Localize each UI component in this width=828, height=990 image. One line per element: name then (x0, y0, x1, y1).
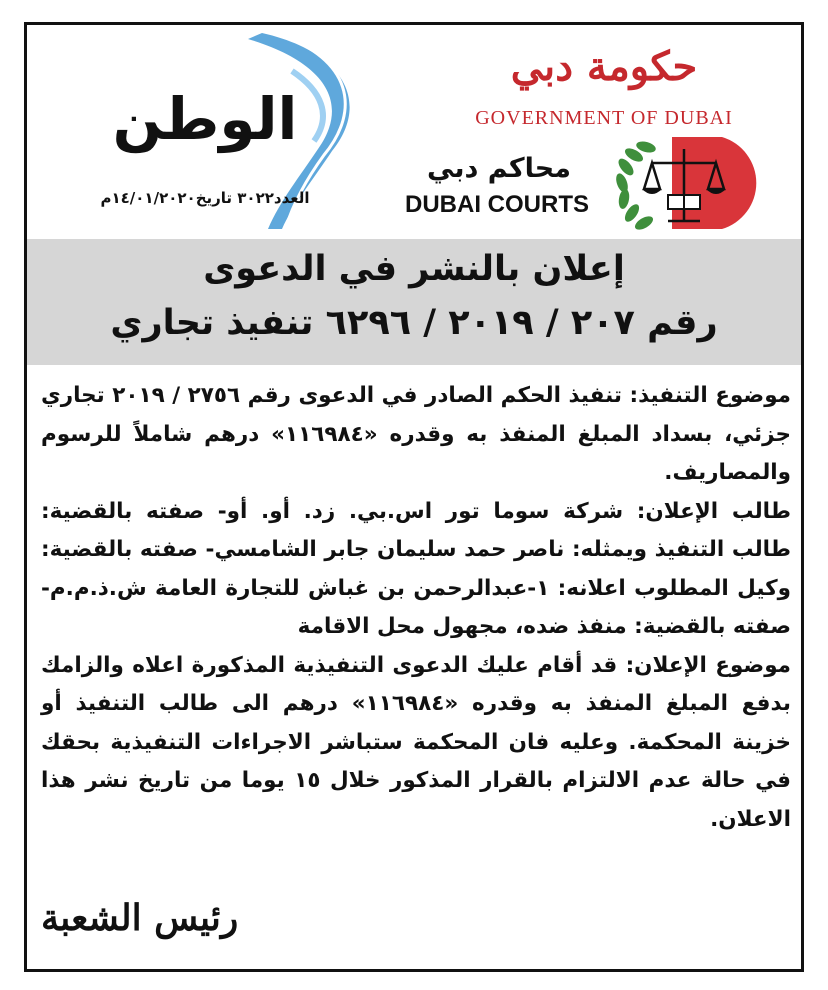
parties-paragraph: طالب الإعلان: شركة سوما تور اس.بي. زد. أو. أو- صفته بالقضية: طالب التنفيذ ويمثله: ناصر حمد سليمان جابر الشامسي- صفته بالقضية: وكيل المطلوب اعلانه: ١-عبدالرحمن بن غباش للتجارة العامة ش.ذ.م.م- صفته بالقضية: منفذ ضده، مجهول محل الاقامة (41, 498, 791, 639)
government-logo-arabic: حكومة دبي (510, 43, 698, 90)
announcement-frame (24, 22, 804, 972)
enforcement-subject-paragraph: موضوع التنفيذ: تنفيذ الحكم الصادر في الدعوى رقم ٢٧٥٦ / ٢٠١٩ تجاري جزئي، بسداد المبلغ المنفذ به وقدره «١١٦٩٨٤» درهم شاملاً للرسوم والمصاريف. (41, 383, 791, 485)
announcement-title: إعلان بالنشر في الدعوى (203, 249, 625, 289)
notice-subject-paragraph: موضوع الإعلان: قد أقام عليك الدعوى التنفيذية المذكورة اعلاه والزامك بدفع المبلغ المنفذ به وقدره «١١٦٩٨٤» درهم الى طالب التنفيذ أو خزينة المحكمة. وعليه فان المحكمة ستباشر الاجراءات التنفيذية بحقك في حالة عدم الالتزام بالقرار المذكور خلال ١٥ يوما من تاريخ نشر هذا الاعلان. (41, 652, 791, 832)
issue-date-line: العدد٣٠٢٢ تاريخ١٤/٠١/٢٠٢٠م (100, 189, 310, 207)
dubai-courts-arabic: محاكم دبي (427, 153, 571, 184)
header (27, 25, 801, 237)
scales-of-justice-icon (602, 133, 772, 233)
government-logo-english: GOVERNMENT OF DUBAI (475, 107, 733, 129)
announcement-body (41, 377, 791, 839)
case-number: رقم ٢٠٧ / ٢٠١٩ / ٦٢٩٦ تنفيذ تجاري (110, 303, 718, 343)
dubai-courts-english: DUBAI COURTS (405, 191, 589, 218)
signature: رئيس الشعبة (41, 897, 239, 939)
title-band (27, 239, 801, 365)
newspaper-name: الوطن (112, 85, 298, 153)
